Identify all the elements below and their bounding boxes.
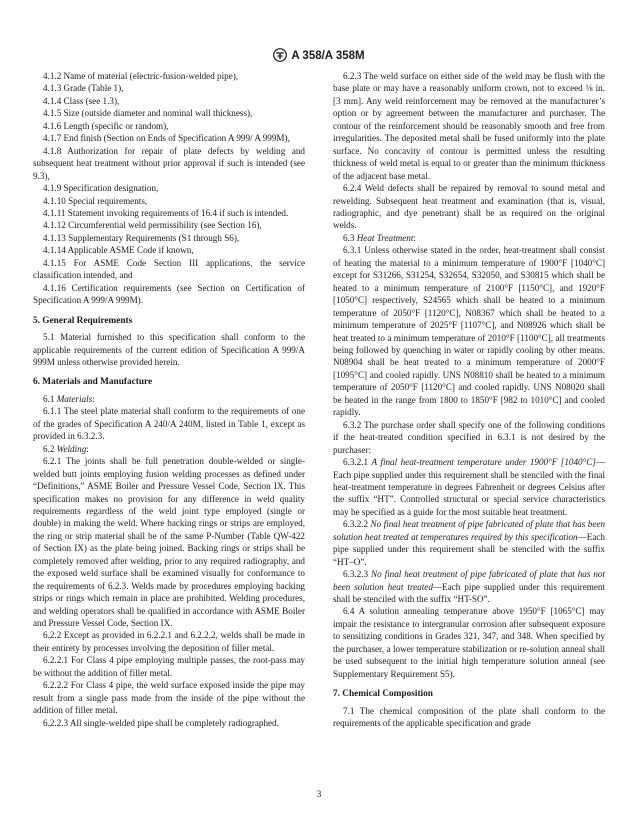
list-item: 4.1.13 Supplementary Requirements (S1 through S6), [43, 232, 240, 243]
clause-title: Welding [56, 443, 87, 454]
list-item: 4.1.5 Size (outside diameter and nominal wall thickness), [43, 108, 253, 119]
clause-title: A final heat-treatment temperature under 1900°F [1040°C] [371, 457, 596, 468]
section-heading: 7. Chemical Composition [333, 689, 433, 700]
list-item: 4.1.10 Special requirements, [43, 195, 148, 206]
paragraph: 6.2.2.2 For Class 4 pipe, the weld surface exposed inside the pipe may result from a single pass made from the inside of the pipe without the addition of filler metal. [33, 680, 305, 716]
paragraph: 6.4 A solution annealing temperature above 1950°F [1065°C] may impair the resistance to intergranular corrosion after subsequent exposure to sensitizing conditions in Grades 321, 347, and 348. When specified by the purchaser, a lower temperature stabilization or re-solution anneal shall be used subsequent to the initial high temperature solution anneal (see Supplementary Requirement S5). [333, 606, 605, 679]
labeled-paragraph [333, 232, 605, 244]
clause-number: 6.3.2.3 [343, 569, 372, 580]
list-item: 4.1.4 Class (see 1.3), [43, 95, 120, 106]
left-column [33, 70, 305, 729]
section-heading: 5. General Requirements [33, 315, 133, 326]
page-number: 3 [316, 790, 322, 800]
paragraph: 6.2.2.3 All single-welded pipe shall be completely radiographed. [43, 717, 279, 728]
section-heading: 6. Materials and Manufacture [33, 377, 153, 388]
paragraph: 4.1.11 Statement invoking requirements of 16.4 if such is intended. [43, 207, 289, 218]
paragraph: 4.1.16 Certification requirements (see Section on Certification of Specification A 999/A 999M). [33, 282, 305, 306]
paragraph: 6.1.1 The steel plate material shall conform to the requirements of one of the grades of Specification A 240/A 240M, listed in Table 1, except as provided in 6.3.2.3. [33, 406, 305, 442]
labeled-paragraph [33, 393, 305, 405]
labeled-paragraph [333, 456, 605, 518]
list-item: 4.1.2 Name of material (electric-fusion-welded pipe), [43, 71, 239, 81]
paragraph: 6.3.1 Unless otherwise stated in the order, heat-treatment shall consist of heating the material to a minimum temperature of 1900°F [1040°C] except for S31266, S31254, S32654, S32050, and S30815 which shall be heated to a minimum temperature of 2100°F [1150°C], and 1920°F [1050°C] respectively, S24565 which shall be heated to a minimum temperature of 2050°F [1120°C], N08367 which shall be heated to a minimum temperature of 2025°F [1107°C], and N08926 which shall be heat treated to a minimum temperature of 2010°F [1100°C], all treatments being followed by quenching in water or rapidly cooling by other means. N08904 shall be heat treated to a minimum temperature of 2000°F [1095°C] and cooled rapidly. UNS N08810 shall be heated to a minimum temperature of 2050°F [1120°C] and cooled rapidly. UNS N08020 shall be heated in the range from 1800 to 1850°F [982 to 1010°C] and cooled rapidly. [333, 245, 605, 418]
paragraph: 4.1.7 End finish (Section on Ends of Specification A 999/ A 999M), [43, 133, 290, 144]
list-item: 4.1.14 Applicable ASME Code if known, [43, 245, 194, 256]
paragraph: 6.2.3 The weld surface on either side of the weld may be flush with the base plate or may have a reasonably uniform crown, not to exceed ⅛ in. [3 mm]. Any weld reinforcement may be removed at the manufacturer’s option or by agreement between the manufacturer and purchaser. The contour of the reinforcement should be reasonably smooth and free from irregularities. The deposited metal shall be fused uniformly into the plate surface. No concavity of contour is permitted unless the resulting thickness of weld metal is equal to or greater than the minimum thickness of the adjacent base metal. [333, 71, 605, 181]
clause-text: —Each pipe supplied under this requirement shall be stenciled with the suffix “HT-SO”. [333, 581, 605, 605]
clause-text: : [413, 232, 416, 243]
clause-title: No final heat treatment of pipe fabricated of plate that has not been solution heat treated [333, 569, 605, 592]
designation-title: A 358/A 358M [291, 50, 365, 62]
paragraph: 4.1.8 Authorization for repair of plate defects by welding and subsequent heat treatment without prior approval if such is intended (see 9.3), [33, 145, 305, 181]
paragraph: 6.2.2.1 For Class 4 pipe employing multiple passes, the root-pass may be without the addition of filler metal. [33, 655, 305, 678]
right-column [333, 70, 605, 730]
page-header [0, 48, 638, 62]
paragraph: 6.2.2 Except as provided in 6.2.2.1 and 6.2.2.2, welds shall be made in their entirety by processes involving the deposition of filler metal. [33, 630, 305, 653]
clause-text: —Each pipe supplied under this requirement shall be stenciled with the final heat-treatment temperature in degrees Fahrenheit or degrees Celsius after the suffix “HT”. Controlled structural or special service characteristics may be specified as a guide for the most suitable heat treatment. [333, 457, 605, 517]
clause-number: 6.3.2.2 [343, 519, 371, 530]
clause-text: —Each pipe supplied under this requirement shall be stenciled with the suffix “HT–O”. [333, 531, 605, 567]
clause-number: 6.2 [43, 443, 57, 454]
paragraph: 6.2.1 The joints shall be full penetration double-welded or single-welded butt joints employing fusion welding processes as defined under “Definitions,” ASME Boiler and Pressure Vessel Code, Section IX. This specification makes no provision for any difference in weld quality requirements regardless of the weld joint type employed (single or double) in making the weld. Where backing rings or strips are employed, the ring or strip material shall be of the same P-Number (Table QW-422 of Section IX) as the plate being joined. Backing rings or strips shall be completely removed after welding, prior to any required radiography, and the exposed weld surface shall be examined visually for conformance to the requirements of 6.2.3. Welds made by procedures employing backing strips or rings which remain in place are prohibited. Welding procedures, and welding operators shall be qualified in accordance with ASME Boiler and Pressure Vessel Code, Section IX. [33, 456, 305, 629]
clause-title: Materials [56, 393, 93, 404]
clause-title: Heat Treatment [356, 232, 414, 243]
clause-number: 6.3 [343, 232, 357, 243]
paragraph: 6.2.4 Weld defects shall be repaired by removal to sound metal and rewelding. Subsequent heat treatment and examination (that is, visual, radiographic, and dye penetrant) shall be as required on the original welds. [333, 183, 605, 231]
list-item: 4.1.3 Grade (Table 1), [43, 83, 124, 94]
labeled-paragraph [33, 443, 305, 455]
clause-number: 6.1 [43, 393, 57, 404]
clause-text: : [86, 443, 89, 454]
paragraph: 6.3.2 The purchase order shall specify one of the following conditions if the heat-treated condition specified in 6.3.1 is not desired by the purchaser: [333, 419, 605, 455]
labeled-paragraph [333, 518, 605, 568]
paragraph: 5.1 Material furnished to this specification shall conform to the applicable requirements of the current edition of Specification A 999/A 999M unless otherwise provided herein. [33, 332, 305, 367]
paragraph: 4.1.15 For ASME Code Section III applications, the service classification intended, and [33, 257, 305, 281]
paragraph: 7.1 The chemical composition of the plate shall conform to the requirements of the applicable specification and grade [333, 705, 605, 729]
astm-logo-icon [273, 48, 287, 62]
clause-text: : [92, 393, 95, 404]
list-item: 4.1.12 Circumferential weld permissibility (see Section 16), [43, 220, 262, 231]
clause-number: 6.3.2.1 [343, 457, 372, 468]
labeled-paragraph [333, 568, 605, 605]
clause-title: No final heat treatment of pipe fabricated of plate that has been solution heat treated at temperatures required by this specification [333, 519, 605, 542]
list-item: 4.1.9 Specification designation, [43, 183, 159, 194]
list-item: 4.1.6 Length (specific or random), [43, 120, 169, 131]
